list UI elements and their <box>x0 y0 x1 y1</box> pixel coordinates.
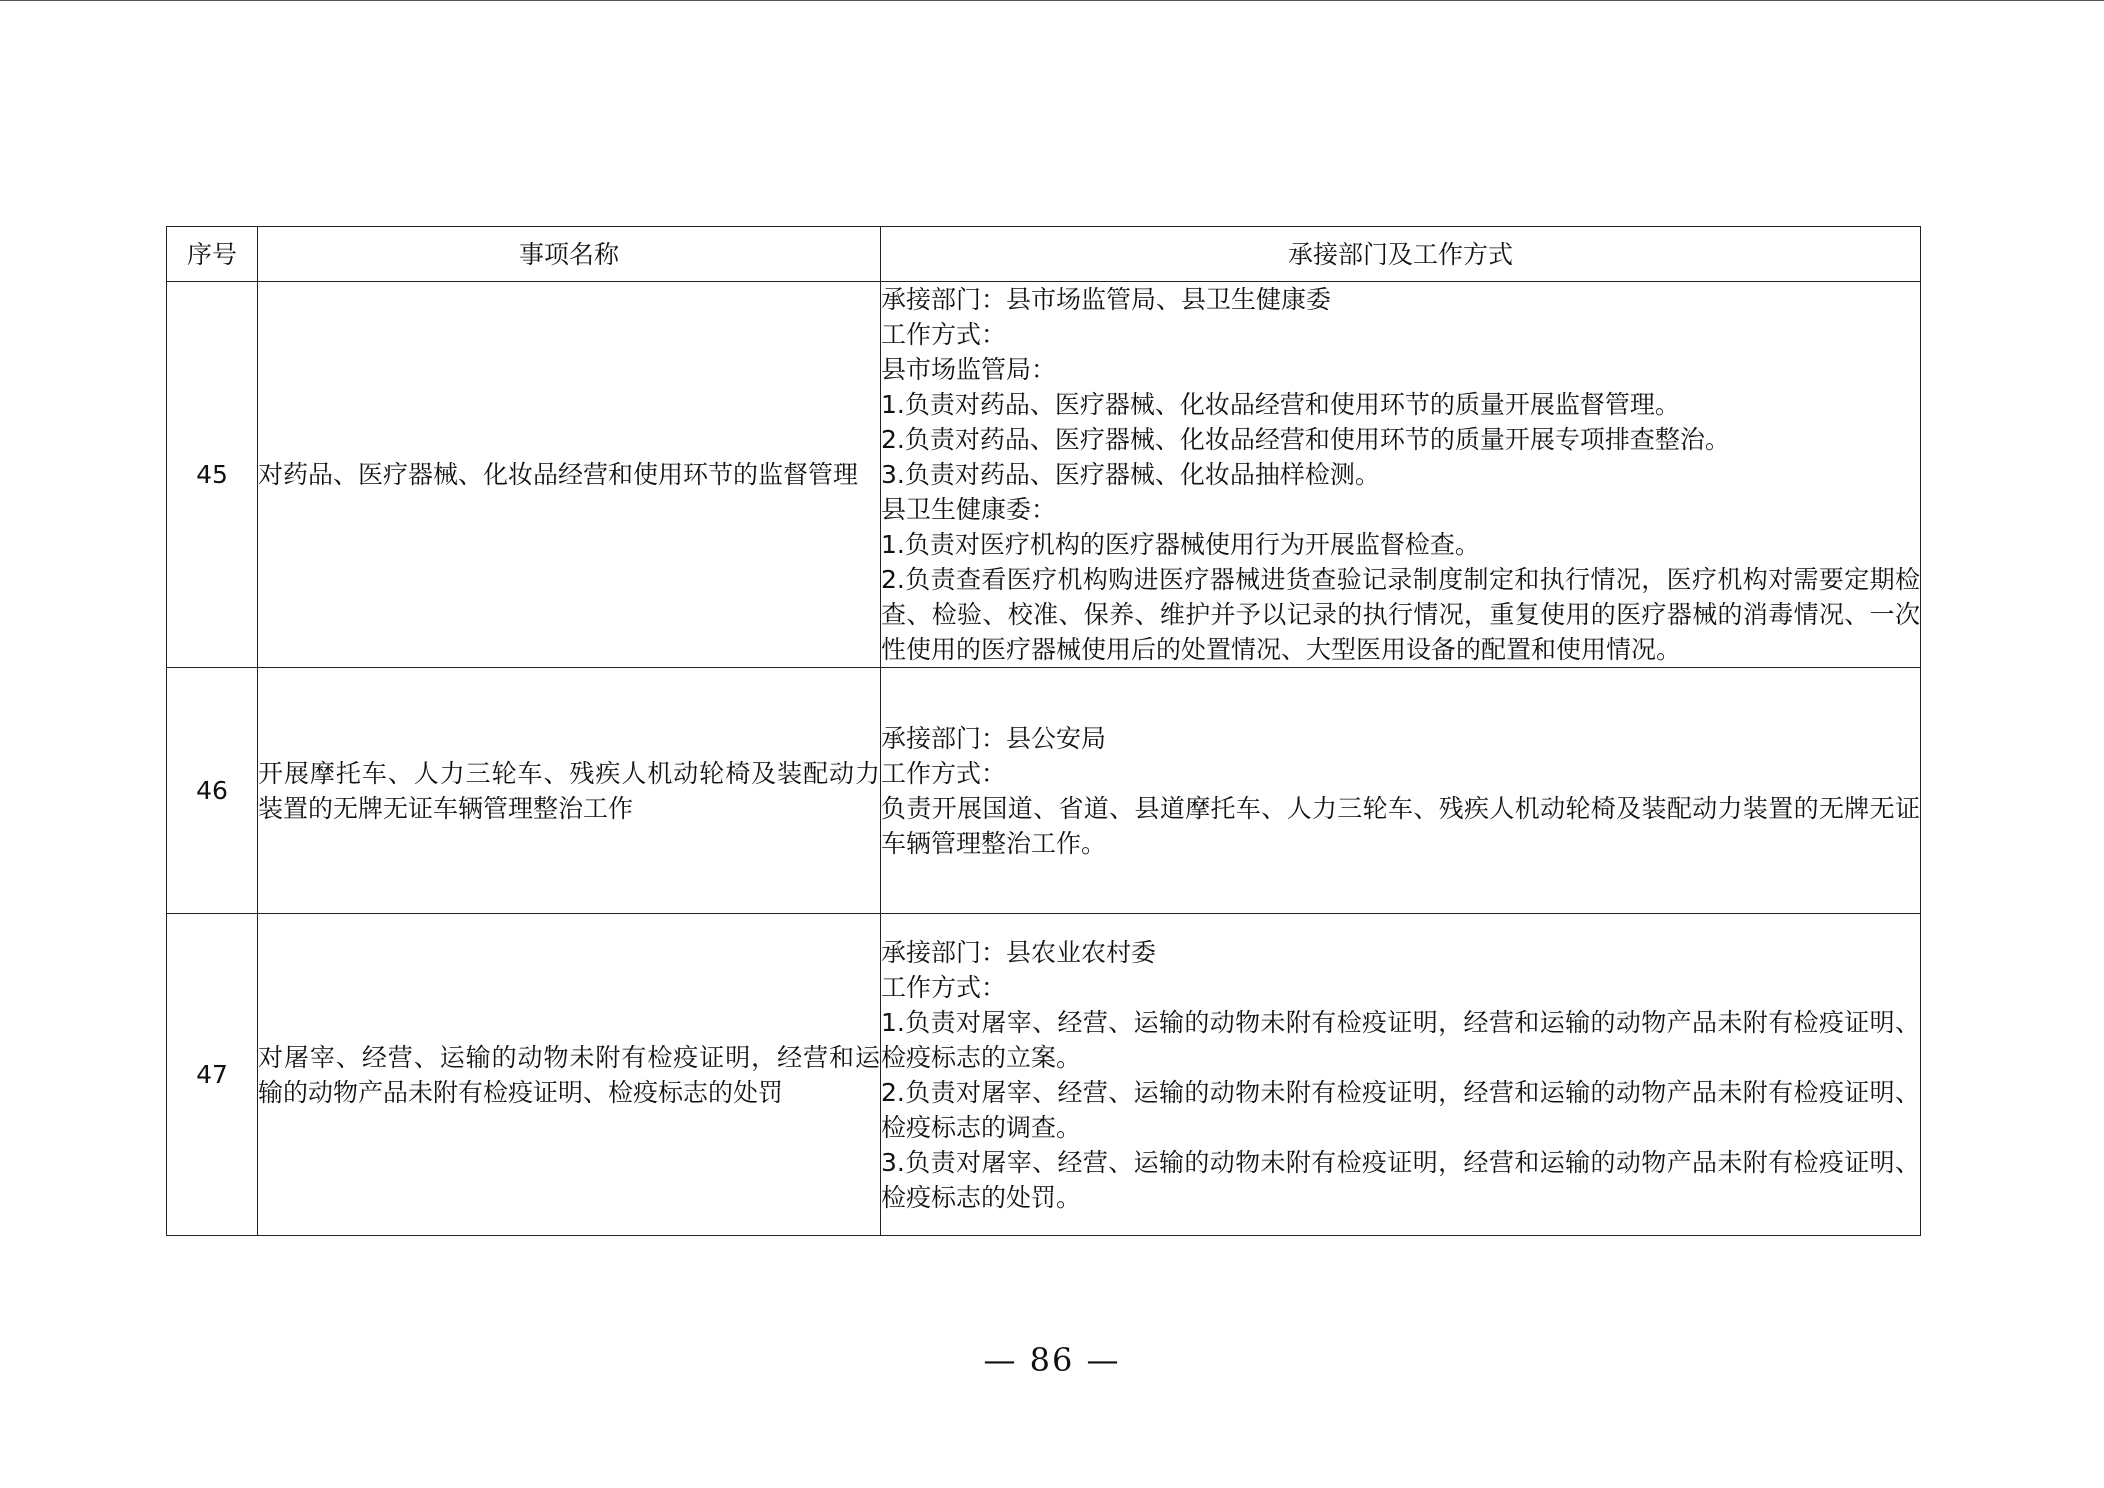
table-row <box>167 282 1921 668</box>
row-seq: 46 <box>167 668 258 914</box>
dept-line: 县市场监管局： <box>881 355 1057 384</box>
dept-line: 工作方式： <box>881 758 1007 788</box>
dept-line: 工作方式： <box>881 972 1007 1002</box>
row-matter-name: 对药品、医疗器械、化妆品经营和使用环节的监督管理 <box>258 282 881 668</box>
dept-line: 1.负责对屠宰、经营、运输的动物未附有检疫证明，经营和运输的动物产品未附有检疫证明、检疫标志的立案。 <box>881 1007 1920 1072</box>
dept-line: 承接部门：县公安局 <box>881 723 1107 753</box>
dept-line: 承接部门：县市场监管局、县卫生健康委 <box>881 285 1332 314</box>
header-department-method: 承接部门及工作方式 <box>881 227 1921 282</box>
row-seq: 47 <box>167 914 258 1236</box>
top-border-line <box>0 0 2104 1</box>
dept-line: 2.负责对药品、医疗器械、化妆品经营和使用环节的质量开展专项排查整治。 <box>881 425 1730 454</box>
row-matter-name: 开展摩托车、人力三轮车、残疾人机动轮椅及装配动力装置的无牌无证车辆管理整治工作 <box>258 668 881 914</box>
header-seq: 序号 <box>167 227 258 282</box>
header-matter-name: 事项名称 <box>258 227 881 282</box>
dept-line: 3.负责对药品、医疗器械、化妆品抽样检测。 <box>881 460 1380 489</box>
row-matter-name: 对屠宰、经营、运输的动物未附有检疫证明，经营和运输的动物产品未附有检疫证明、检疫标志的处罚 <box>258 914 881 1236</box>
table-row <box>167 668 1921 914</box>
dept-line: 2.负责对屠宰、经营、运输的动物未附有检疫证明，经营和运输的动物产品未附有检疫证明、检疫标志的调查。 <box>881 1077 1920 1142</box>
dept-line: 工作方式： <box>881 320 1007 349</box>
page-number: — 86 — <box>983 1341 1121 1379</box>
row-department-method <box>881 282 1921 668</box>
dept-line: 3.负责对屠宰、经营、运输的动物未附有检疫证明，经营和运输的动物产品未附有检疫证明、检疫标志的处罚。 <box>881 1147 1920 1212</box>
dept-line: 承接部门：县农业农村委 <box>881 937 1157 967</box>
dept-line: 1.负责对药品、医疗器械、化妆品经营和使用环节的质量开展监督管理。 <box>881 390 1680 419</box>
dept-line: 县卫生健康委： <box>881 495 1057 524</box>
dept-line: 2.负责查看医疗机构购进医疗器械进货查验记录制度制定和执行情况，医疗机构对需要定期检查、检验、校准、保养、维护并予以记录的执行情况，重复使用的医疗器械的消毒情况、一次性使用的医疗器械使用后的处置情况、大型医用设备的配置和使用情况。 <box>881 565 1920 664</box>
table-header-row <box>167 227 1921 282</box>
table-row <box>167 914 1921 1236</box>
dept-line: 1.负责对医疗机构的医疗器械使用行为开展监督检查。 <box>881 530 1480 559</box>
matters-table <box>166 226 1921 1236</box>
row-department-method <box>881 914 1921 1236</box>
dept-line: 负责开展国道、省道、县道摩托车、人力三轮车、残疾人机动轮椅及装配动力装置的无牌无证车辆管理整治工作。 <box>881 793 1920 858</box>
row-department-method <box>881 668 1921 914</box>
row-seq: 45 <box>167 282 258 668</box>
